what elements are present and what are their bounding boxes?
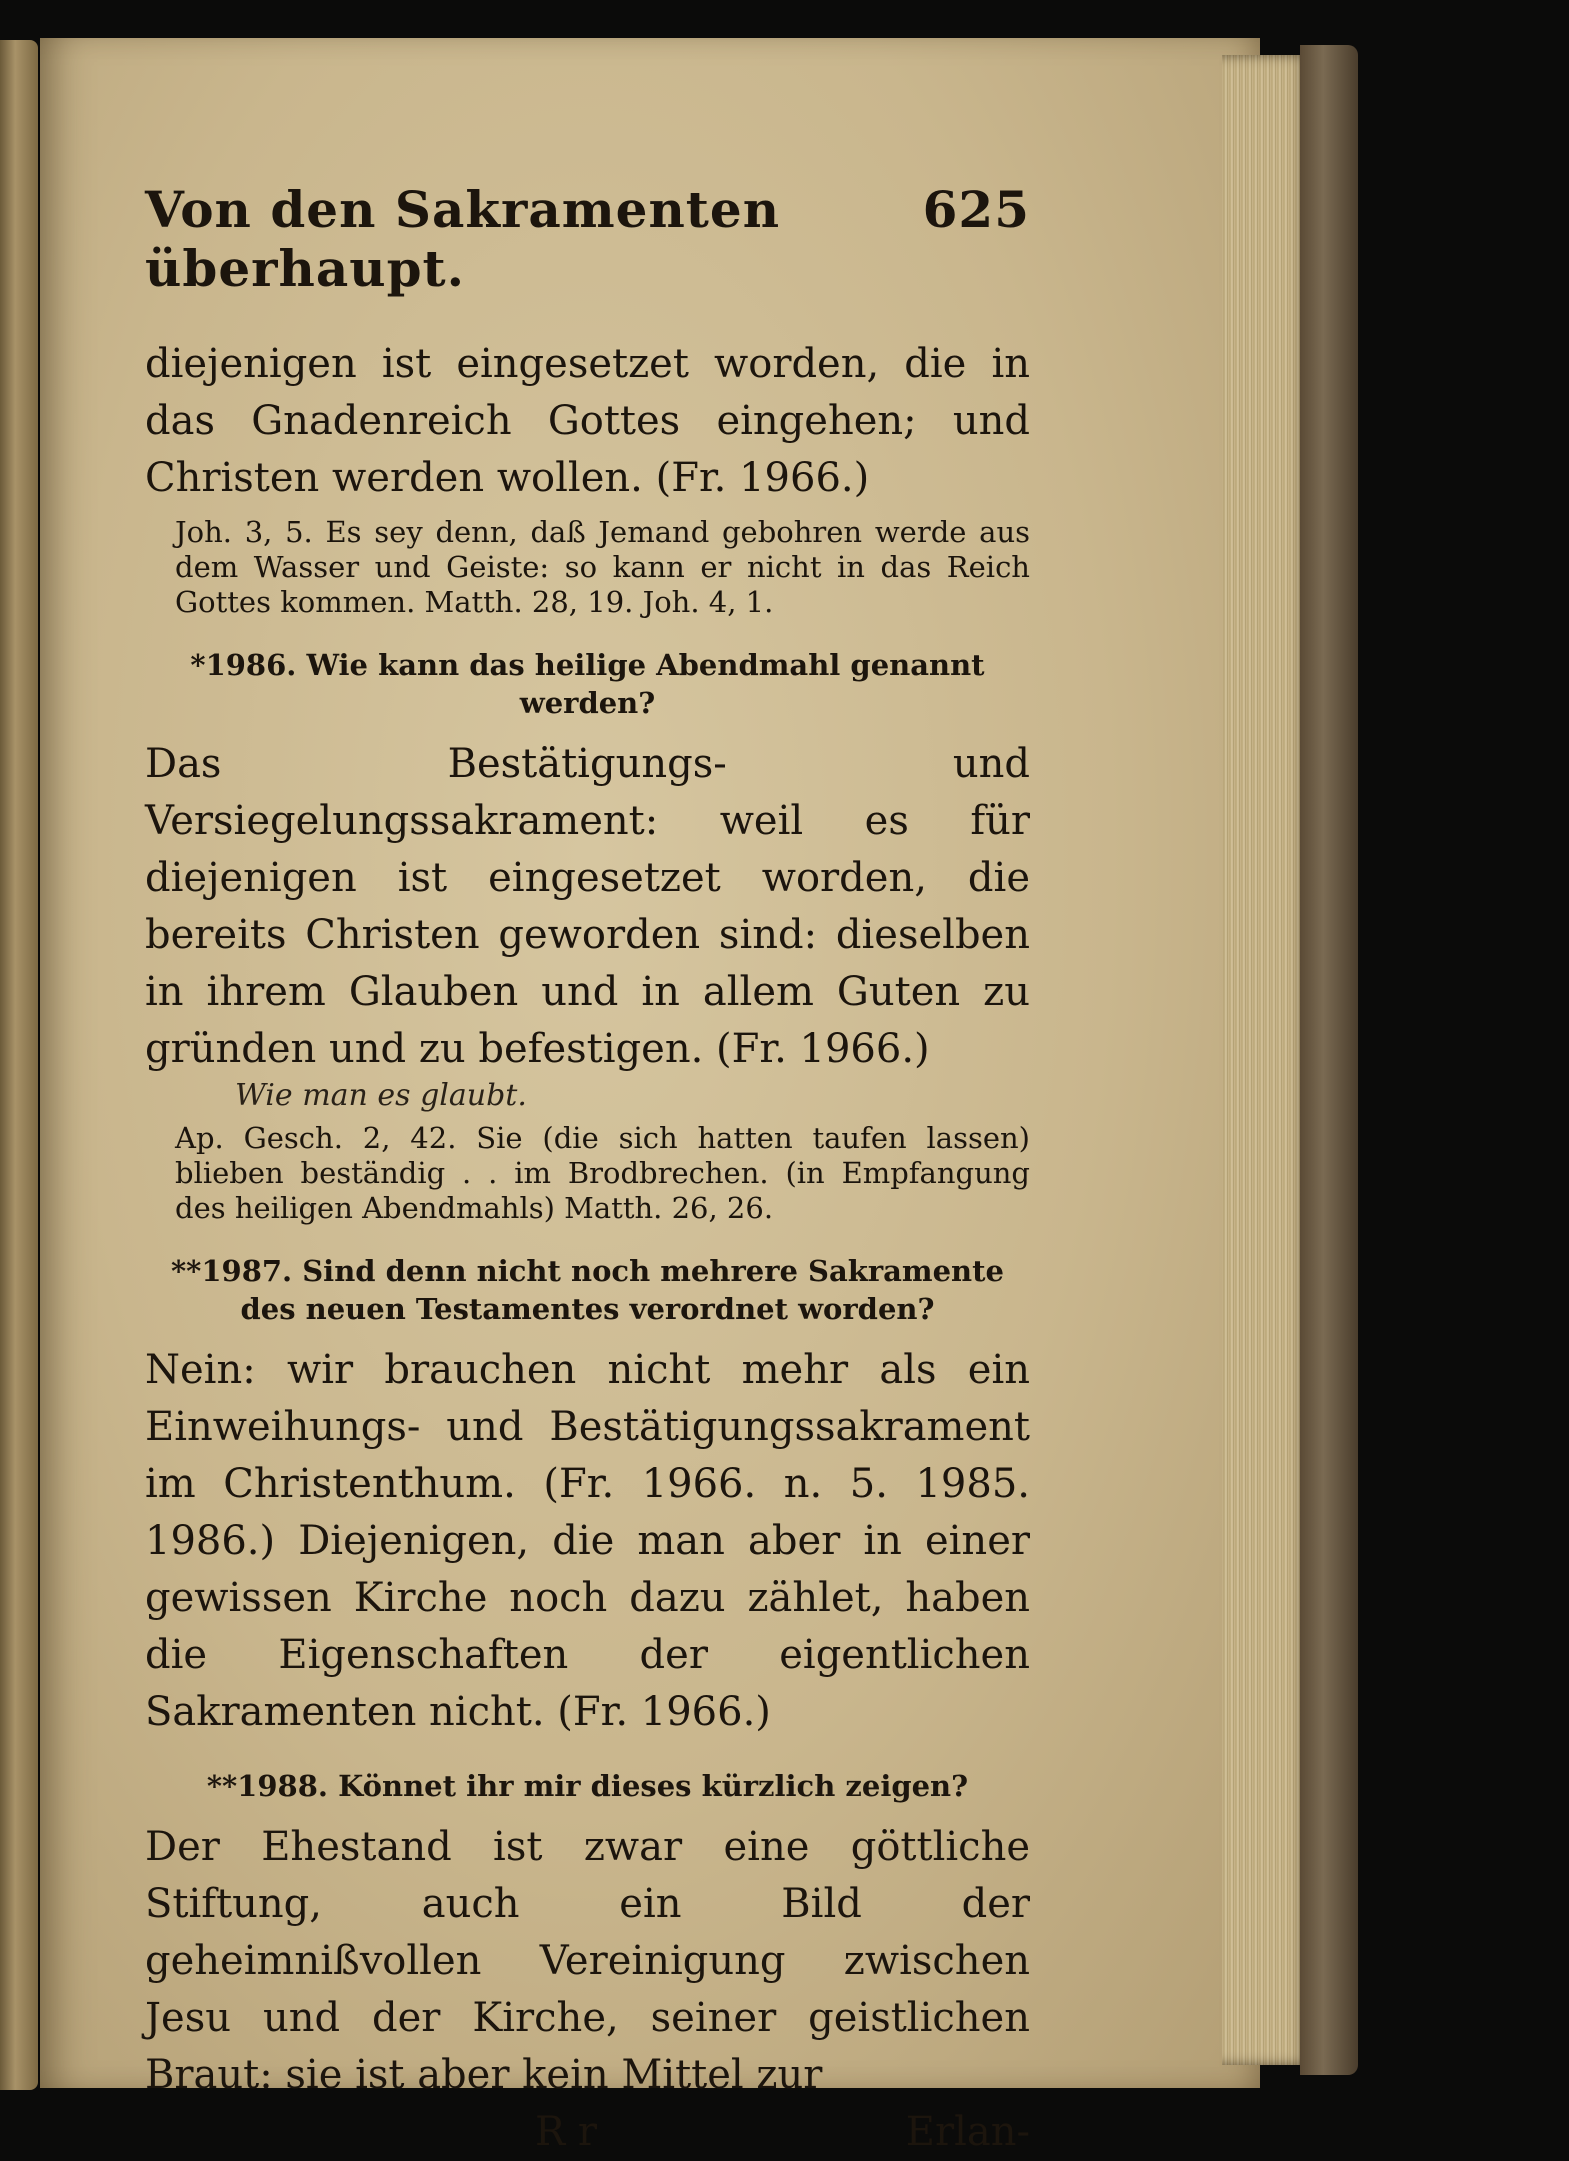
handwritten-annotation: Wie man es glaubt. bbox=[235, 1078, 527, 1113]
answer-1987: Nein: wir brauchen nicht mehr als ein Einweihungs- und Bestätigungssakrament im Christenthum. (Fr. 1966. n. 5. 1985. 1986.) Diejenigen, die man aber in einer gewissen Kirche noch dazu zählet, haben die Eigenschaften der eigentlichen Sakramenten nicht. (Fr. 1966.) bbox=[145, 1347, 1030, 1735]
scripture-reference-1: Joh. 3, 5. Es sey denn, daß Jemand gebohren werde aus dem Wasser und Geiste: so kann er nicht in das Reich Gottes kommen. Matth. 28, 19. Joh. 4, 1. bbox=[175, 515, 1030, 619]
catchword: Erlan- bbox=[905, 2109, 1030, 2155]
question-1987: **1987. Sind denn nicht noch mehrere Sakramente des neuen Testamentes verordnet worden? bbox=[171, 1254, 1004, 1326]
paragraph-1: diejenigen ist eingesetzet worden, die in das Gnadenreich Gottes eingehen; und Christen werden wollen. (Fr. 1966.) bbox=[145, 341, 1030, 501]
answer-1986: Das Bestätigungs- und Versiegelungssakrament: weil es für diejenigen ist eingesetzet worden, die bereits Christen geworden sind: dieselben in ihrem Glauben und in allem Guten zu gründen und zu befestigen. (Fr. 1966.) bbox=[145, 741, 1030, 1072]
running-head bbox=[145, 180, 1030, 298]
book-cover bbox=[1300, 45, 1358, 2075]
footer-line bbox=[145, 2104, 1030, 2161]
signature-mark: R r bbox=[535, 2109, 597, 2155]
running-head-title: Von den Sakramenten überhaupt. bbox=[145, 180, 781, 298]
question-1986: *1986. Wie kann das heilige Abendmahl genannt werden? bbox=[190, 648, 985, 720]
page-content bbox=[145, 180, 1030, 2161]
question-1988: **1988. Könnet ihr mir dieses kürzlich zeigen? bbox=[206, 1769, 969, 1803]
scripture-reference-2: Ap. Gesch. 2, 42. Sie (die sich hatten taufen lassen) blieben beständig . . im Brodbrechen. (in Empfangung des heiligen Abendmahls) Matth. 26, 26. bbox=[175, 1121, 1030, 1225]
page-number: 625 bbox=[922, 180, 1030, 239]
page-fore-edge bbox=[1222, 55, 1312, 2065]
left-page-edge bbox=[0, 40, 38, 2090]
answer-1988: Der Ehestand ist zwar eine göttliche Stiftung, auch ein Bild der geheimnißvollen Vereinigung zwischen Jesu und der Kirche, seiner geistlichen Braut: sie ist aber kein Mittel zur bbox=[145, 1824, 1030, 2098]
